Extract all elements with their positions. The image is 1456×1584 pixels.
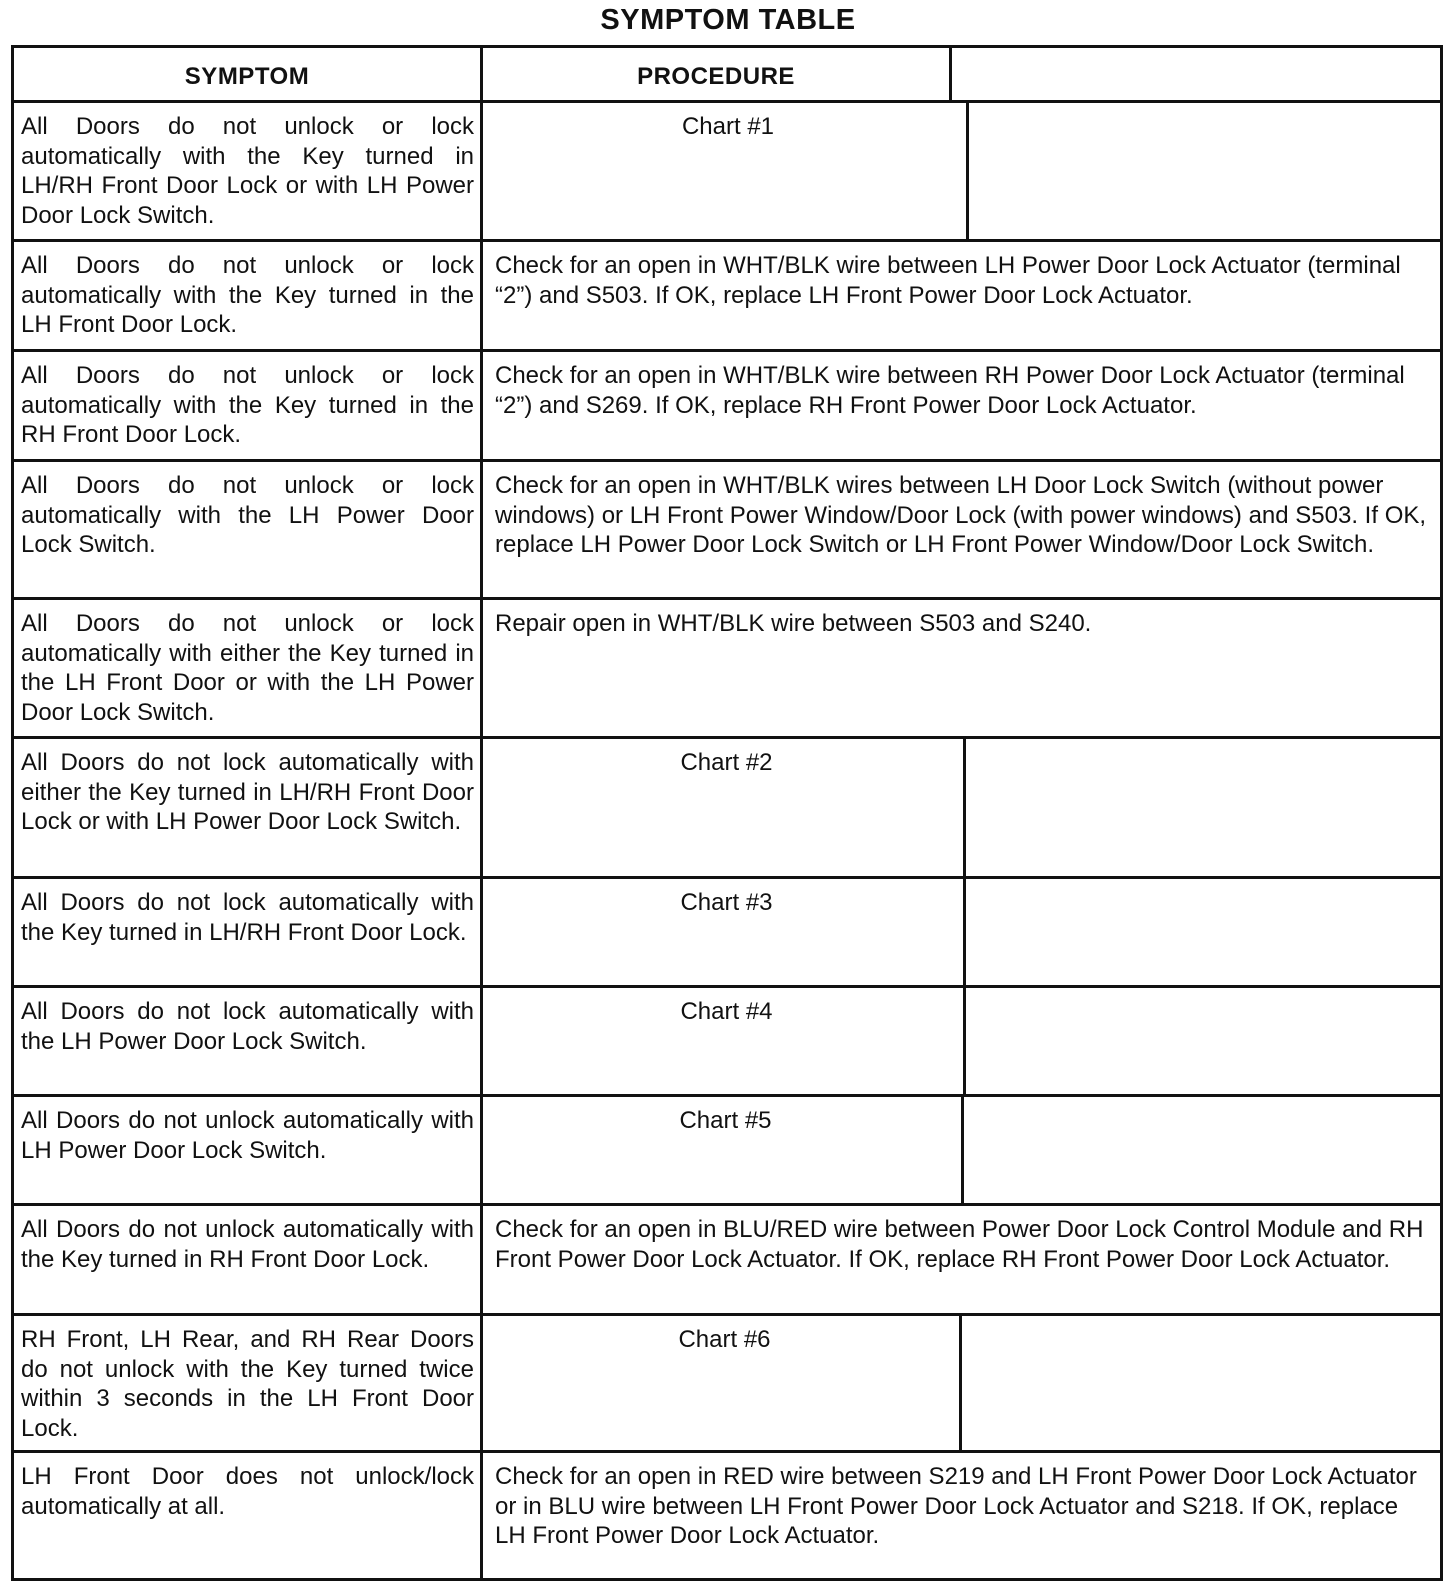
table-row <box>14 1206 1440 1316</box>
procedure-cell: Check for an open in RED wire between S219 and LH Front Power Door Lock Actuator or in BLU wire between LH Front Power Door Lock Actuator and S218. If OK, replace LH Front Power Door Lock Actuator. <box>495 1463 1417 1549</box>
extra-cell <box>963 879 1440 985</box>
chart-reference: Chart #2 <box>680 749 773 776</box>
chart-reference: Chart #4 <box>680 998 773 1025</box>
symptom-cell: All Doors do not lock automatically with either the Key turned in LH/RH Front Door Lock or with LH Power Door Lock Switch. <box>21 749 474 835</box>
table-row <box>14 1316 1440 1453</box>
extra-cell <box>961 1097 1440 1203</box>
table-title: SYMPTOM TABLE <box>600 4 856 36</box>
symptom-table <box>11 45 1443 1581</box>
table-row <box>14 1453 1440 1578</box>
procedure-cell <box>483 739 966 876</box>
table-row <box>14 988 1440 1097</box>
header-extra <box>952 48 1440 100</box>
symptom-cell: All Doors do not unlock automatically with LH Power Door Lock Switch. <box>21 1107 474 1164</box>
table-row <box>14 879 1440 988</box>
table-row <box>14 1097 1440 1206</box>
chart-reference: Chart #5 <box>679 1107 772 1134</box>
procedure-cell <box>483 103 969 239</box>
extra-cell <box>966 103 1440 239</box>
table-row <box>14 739 1440 879</box>
header-procedure: PROCEDURE <box>637 63 795 90</box>
procedure-cell <box>483 879 966 985</box>
table-row <box>14 352 1440 462</box>
extra-cell <box>963 988 1440 1094</box>
symptom-cell: All Doors do not unlock or lock automatically with either the Key turned in the LH Front Door or with the LH Power Door Lock Switch. <box>21 610 474 726</box>
procedure-cell <box>483 1097 964 1203</box>
table-row <box>14 242 1440 352</box>
symptom-cell: All Doors do not unlock or lock automatically with the Key turned in the RH Front Door Lock. <box>21 362 474 448</box>
symptom-cell: All Doors do not unlock automatically with the Key turned in RH Front Door Lock. <box>21 1216 474 1273</box>
procedure-cell: Check for an open in BLU/RED wire between Power Door Lock Control Module and RH Front Power Door Lock Actuator. If OK, replace RH Front Power Door Lock Actuator. <box>495 1216 1424 1273</box>
extra-cell <box>959 1316 1440 1450</box>
symptom-cell: All Doors do not lock automatically with the LH Power Door Lock Switch. <box>21 998 474 1055</box>
symptom-cell: All Doors do not unlock or lock automatically with the LH Power Door Lock Switch. <box>21 472 474 558</box>
chart-reference: Chart #3 <box>680 889 773 916</box>
symptom-cell: All Doors do not unlock or lock automatically with the Key turned in the LH Front Door Lock. <box>21 252 474 338</box>
procedure-cell <box>483 988 966 1094</box>
procedure-cell: Check for an open in WHT/BLK wire between RH Power Door Lock Actuator (terminal “2”) and S269. If OK, replace RH Front Power Door Lock Actuator. <box>495 362 1405 419</box>
table-row <box>14 462 1440 600</box>
symptom-cell: LH Front Door does not unlock/lock automatically at all. <box>21 1463 474 1520</box>
symptom-cell: RH Front, LH Rear, and RH Rear Doors do not unlock with the Key turned twice within 3 seconds in the LH Front Door Lock. <box>21 1326 474 1442</box>
procedure-cell: Repair open in WHT/BLK wire between S503 and S240. <box>495 610 1092 637</box>
chart-reference: Chart #6 <box>678 1326 771 1353</box>
chart-reference: Chart #1 <box>681 113 775 140</box>
procedure-cell: Check for an open in WHT/BLK wire between LH Power Door Lock Actuator (terminal “2”) and S503. If OK, replace LH Front Power Door Lock Actuator. <box>495 252 1401 309</box>
table-row <box>14 600 1440 739</box>
procedure-cell: Check for an open in WHT/BLK wires between LH Door Lock Switch (without power windows) or LH Front Power Window/Door Lock (with power windows) and S503. If OK, replace LH Power Door Lock Switch or LH Front Power Window/Door Lock Switch. <box>495 472 1427 558</box>
extra-cell <box>963 739 1440 876</box>
symptom-cell: All Doors do not lock automatically with the Key turned in LH/RH Front Door Lock. <box>21 889 474 946</box>
table-row <box>14 103 1440 242</box>
procedure-cell <box>483 1316 962 1450</box>
header-symptom: SYMPTOM <box>184 63 310 90</box>
symptom-cell: All Doors do not unlock or lock automatically with the Key turned in LH/RH Front Door Lock or with LH Power Door Lock Switch. <box>21 113 474 229</box>
table-header <box>14 48 1440 103</box>
